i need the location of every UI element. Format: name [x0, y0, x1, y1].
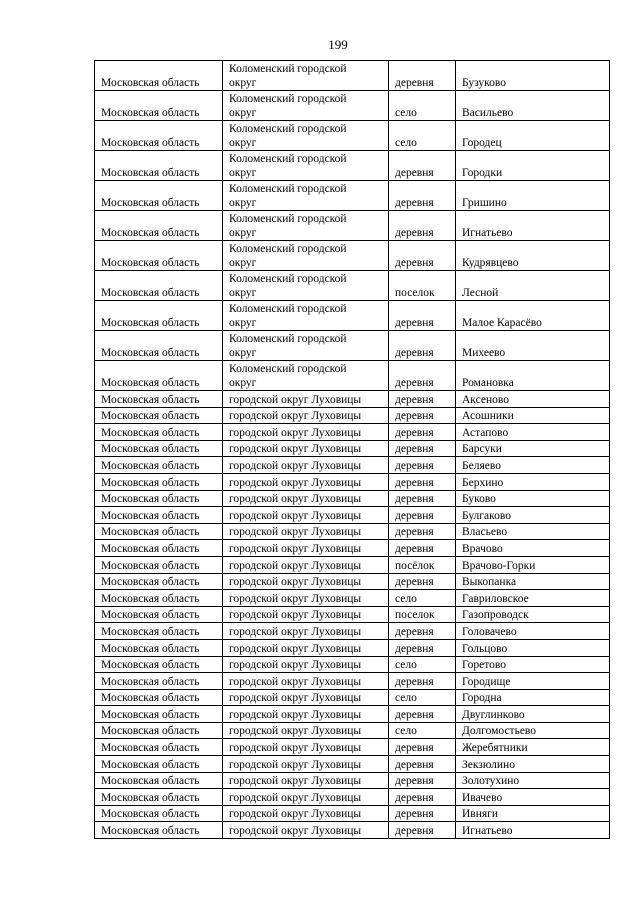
table-row	[95, 457, 610, 474]
region-cell: Московская область	[95, 424, 223, 441]
table-row	[95, 91, 610, 121]
settlement-type-cell: село	[389, 656, 456, 673]
district-cell	[223, 361, 389, 391]
settlement-name-cell: Ивняги	[456, 805, 610, 822]
district-text: городской округ Луховицы	[229, 791, 362, 804]
region-cell: Московская область	[95, 739, 223, 756]
region-cell: Московская область	[95, 722, 223, 739]
settlement-name-cell: Городки	[456, 151, 610, 181]
settlement-type-cell: деревня	[389, 673, 456, 690]
district-text: Коломенский городской округ	[229, 303, 347, 329]
district-cell	[223, 121, 389, 151]
settlement-type-cell: деревня	[389, 623, 456, 640]
page-number: 199	[328, 37, 348, 52]
region-cell: Московская область	[95, 523, 223, 540]
table-row	[95, 606, 610, 623]
table-row	[95, 556, 610, 573]
region-cell: Московская область	[95, 490, 223, 507]
district-cell	[223, 689, 389, 706]
district-cell	[223, 91, 389, 121]
settlement-type-cell: деревня	[389, 772, 456, 789]
region-cell: Московская область	[95, 606, 223, 623]
table-row	[95, 523, 610, 540]
region-cell: Московская область	[95, 391, 223, 408]
settlement-type-cell: деревня	[389, 181, 456, 211]
region-cell: Московская область	[95, 91, 223, 121]
region-cell: Московская область	[95, 556, 223, 573]
district-cell	[223, 822, 389, 839]
region-cell: Московская область	[95, 689, 223, 706]
district-text: городской округ Луховицы	[229, 426, 362, 439]
table-row	[95, 241, 610, 271]
settlement-type-cell: деревня	[389, 573, 456, 590]
settlement-type-cell: деревня	[389, 805, 456, 822]
region-cell: Московская область	[95, 805, 223, 822]
district-cell	[223, 523, 389, 540]
settlement-type-cell: деревня	[389, 473, 456, 490]
region-cell: Московская область	[95, 407, 223, 424]
region-cell: Московская область	[95, 540, 223, 557]
district-text: Коломенский городской округ	[229, 123, 347, 149]
table-row	[95, 623, 610, 640]
table-row	[95, 424, 610, 441]
table-row	[95, 181, 610, 211]
district-text: городской округ Луховицы	[229, 410, 362, 423]
settlement-type-cell: деревня	[389, 822, 456, 839]
district-text: городской округ Луховицы	[229, 692, 362, 705]
district-text: Коломенский городской округ	[229, 333, 347, 359]
district-text: городской округ Луховицы	[229, 675, 362, 688]
settlement-name-cell: Ивачево	[456, 789, 610, 806]
settlement-name-cell: Жеребятники	[456, 739, 610, 756]
region-cell: Московская область	[95, 331, 223, 361]
district-cell	[223, 673, 389, 690]
district-text: Коломенский городской округ	[229, 273, 347, 299]
district-cell	[223, 556, 389, 573]
region-cell: Московская область	[95, 473, 223, 490]
district-cell	[223, 181, 389, 211]
settlement-name-cell: Городец	[456, 121, 610, 151]
table-row	[95, 656, 610, 673]
region-cell: Московская область	[95, 639, 223, 656]
district-text: городской округ Луховицы	[229, 808, 362, 821]
district-text: городской округ Луховицы	[229, 708, 362, 721]
settlements-table-body	[95, 61, 610, 839]
settlement-name-cell: Горетово	[456, 656, 610, 673]
settlement-type-cell: деревня	[389, 331, 456, 361]
district-text: городской округ Луховицы	[229, 493, 362, 506]
settlement-name-cell: Власьево	[456, 523, 610, 540]
table-row	[95, 789, 610, 806]
settlement-type-cell: деревня	[389, 211, 456, 241]
table-row	[95, 391, 610, 408]
district-cell	[223, 331, 389, 361]
region-cell: Московская область	[95, 590, 223, 607]
settlement-name-cell: Городна	[456, 689, 610, 706]
region-cell: Московская область	[95, 673, 223, 690]
region-cell: Московская область	[95, 623, 223, 640]
settlement-name-cell: Кудрявцево	[456, 241, 610, 271]
settlement-type-cell: деревня	[389, 706, 456, 723]
table-row	[95, 440, 610, 457]
district-cell	[223, 507, 389, 524]
settlement-type-cell: село	[389, 590, 456, 607]
settlement-name-cell: Гавриловское	[456, 590, 610, 607]
table-row	[95, 407, 610, 424]
district-text: городской округ Луховицы	[229, 758, 362, 771]
district-cell	[223, 540, 389, 557]
district-cell	[223, 391, 389, 408]
settlement-type-cell: поселок	[389, 271, 456, 301]
settlement-name-cell: Берхино	[456, 473, 610, 490]
district-text: Коломенский городской округ	[229, 153, 347, 179]
table-row	[95, 121, 610, 151]
district-cell	[223, 301, 389, 331]
settlement-name-cell: Врачово	[456, 540, 610, 557]
table-row	[95, 271, 610, 301]
table-row	[95, 689, 610, 706]
district-text: городской округ Луховицы	[229, 542, 362, 555]
district-text: городской округ Луховицы	[229, 825, 362, 838]
region-cell: Московская область	[95, 121, 223, 151]
region-cell: Московская область	[95, 301, 223, 331]
settlement-name-cell: Романовка	[456, 361, 610, 391]
district-text: городской округ Луховицы	[229, 509, 362, 522]
district-cell	[223, 772, 389, 789]
settlement-name-cell: Долгомостьево	[456, 722, 610, 739]
settlement-name-cell: Двуглинково	[456, 706, 610, 723]
settlement-name-cell: Аксеново	[456, 391, 610, 408]
district-cell	[223, 722, 389, 739]
settlement-type-cell: деревня	[389, 639, 456, 656]
region-cell: Московская область	[95, 789, 223, 806]
district-text: городской округ Луховицы	[229, 775, 362, 788]
settlement-name-cell: Лесной	[456, 271, 610, 301]
settlement-name-cell: Барсуки	[456, 440, 610, 457]
district-text: городской округ Луховицы	[229, 559, 362, 572]
settlement-name-cell: Газопроводск	[456, 606, 610, 623]
table-row	[95, 590, 610, 607]
settlement-type-cell: деревня	[389, 540, 456, 557]
table-row	[95, 473, 610, 490]
settlement-name-cell: Малое Карасёво	[456, 301, 610, 331]
region-cell: Московская область	[95, 756, 223, 773]
district-cell	[223, 407, 389, 424]
settlement-name-cell: Асошники	[456, 407, 610, 424]
table-row	[95, 673, 610, 690]
settlement-type-cell: село	[389, 689, 456, 706]
settlement-name-cell: Игнатьево	[456, 822, 610, 839]
region-cell: Московская область	[95, 656, 223, 673]
settlement-name-cell: Зекзюлино	[456, 756, 610, 773]
district-text: городской округ Луховицы	[229, 725, 362, 738]
settlement-type-cell: поселок	[389, 606, 456, 623]
region-cell: Московская область	[95, 211, 223, 241]
district-cell	[223, 606, 389, 623]
district-text: Коломенский городской округ	[229, 213, 347, 239]
district-text: городской округ Луховицы	[229, 592, 362, 605]
region-cell: Московская область	[95, 61, 223, 91]
district-cell	[223, 151, 389, 181]
region-cell: Московская область	[95, 507, 223, 524]
table-row	[95, 639, 610, 656]
district-text: Коломенский городской округ	[229, 93, 347, 119]
settlement-type-cell: деревня	[389, 756, 456, 773]
district-cell	[223, 639, 389, 656]
table-row	[95, 756, 610, 773]
district-cell	[223, 424, 389, 441]
district-cell	[223, 573, 389, 590]
settlement-type-cell: деревня	[389, 457, 456, 474]
district-text: городской округ Луховицы	[229, 393, 362, 406]
settlement-name-cell: Гришино	[456, 181, 610, 211]
settlement-name-cell: Беляево	[456, 457, 610, 474]
region-cell: Московская область	[95, 271, 223, 301]
settlement-type-cell: деревня	[389, 789, 456, 806]
region-cell: Московская область	[95, 440, 223, 457]
district-cell	[223, 789, 389, 806]
region-cell: Московская область	[95, 151, 223, 181]
region-cell: Московская область	[95, 706, 223, 723]
district-text: Коломенский городской округ	[229, 183, 347, 209]
district-cell	[223, 473, 389, 490]
district-cell	[223, 440, 389, 457]
district-cell	[223, 211, 389, 241]
district-cell	[223, 490, 389, 507]
district-cell	[223, 590, 389, 607]
settlement-type-cell: деревня	[389, 523, 456, 540]
table-row	[95, 722, 610, 739]
table-row	[95, 301, 610, 331]
table-row	[95, 772, 610, 789]
district-text: городской округ Луховицы	[229, 576, 362, 589]
settlement-type-cell: село	[389, 91, 456, 121]
region-cell: Московская область	[95, 361, 223, 391]
table-row	[95, 507, 610, 524]
settlement-type-cell: деревня	[389, 739, 456, 756]
district-text: городской округ Луховицы	[229, 609, 362, 622]
district-text: городской округ Луховицы	[229, 476, 362, 489]
settlement-type-cell: деревня	[389, 61, 456, 91]
settlement-name-cell: Астапово	[456, 424, 610, 441]
settlement-type-cell: деревня	[389, 301, 456, 331]
region-cell: Московская область	[95, 772, 223, 789]
settlement-name-cell: Гольцово	[456, 639, 610, 656]
district-text: городской округ Луховицы	[229, 625, 362, 638]
table-row	[95, 211, 610, 241]
table-row	[95, 61, 610, 91]
table-row	[95, 490, 610, 507]
district-text: городской округ Луховицы	[229, 459, 362, 472]
district-text: Коломенский городской округ	[229, 363, 347, 389]
district-cell	[223, 756, 389, 773]
settlement-type-cell: деревня	[389, 407, 456, 424]
region-cell: Московская область	[95, 457, 223, 474]
settlement-name-cell: Буково	[456, 490, 610, 507]
district-cell	[223, 739, 389, 756]
district-text: городской округ Луховицы	[229, 659, 362, 672]
settlement-name-cell: Головачево	[456, 623, 610, 640]
settlement-type-cell: село	[389, 121, 456, 151]
settlement-name-cell: Булгаково	[456, 507, 610, 524]
settlement-type-cell: деревня	[389, 361, 456, 391]
district-text: городской округ Луховицы	[229, 443, 362, 456]
settlement-name-cell: Золотухино	[456, 772, 610, 789]
settlement-type-cell: село	[389, 722, 456, 739]
settlement-type-cell: деревня	[389, 440, 456, 457]
district-text: городской округ Луховицы	[229, 526, 362, 539]
table-row	[95, 805, 610, 822]
table-row	[95, 822, 610, 839]
settlement-name-cell: Городище	[456, 673, 610, 690]
settlement-type-cell: деревня	[389, 391, 456, 408]
settlement-name-cell: Васильево	[456, 91, 610, 121]
settlements-table	[94, 60, 610, 839]
table-row	[95, 151, 610, 181]
settlement-name-cell: Бузуково	[456, 61, 610, 91]
table-row	[95, 573, 610, 590]
settlement-type-cell: деревня	[389, 424, 456, 441]
table-row	[95, 361, 610, 391]
settlement-type-cell: деревня	[389, 507, 456, 524]
settlement-type-cell: деревня	[389, 241, 456, 271]
region-cell: Московская область	[95, 181, 223, 211]
district-cell	[223, 457, 389, 474]
district-cell	[223, 805, 389, 822]
settlement-name-cell: Выкопанка	[456, 573, 610, 590]
region-cell: Московская область	[95, 241, 223, 271]
region-cell: Московская область	[95, 822, 223, 839]
settlement-name-cell: Игнатьево	[456, 211, 610, 241]
table-row	[95, 706, 610, 723]
settlement-type-cell: деревня	[389, 151, 456, 181]
district-cell	[223, 656, 389, 673]
district-text: городской округ Луховицы	[229, 642, 362, 655]
district-cell	[223, 241, 389, 271]
district-text: Коломенский городской округ	[229, 243, 347, 269]
district-text: Коломенский городской округ	[229, 63, 347, 89]
region-cell: Московская область	[95, 573, 223, 590]
settlement-name-cell: Врачово-Горки	[456, 556, 610, 573]
district-cell	[223, 61, 389, 91]
district-cell	[223, 271, 389, 301]
table-row	[95, 739, 610, 756]
table-row	[95, 331, 610, 361]
settlement-name-cell: Михеево	[456, 331, 610, 361]
district-cell	[223, 706, 389, 723]
table-row	[95, 540, 610, 557]
district-cell	[223, 623, 389, 640]
settlement-type-cell: посёлок	[389, 556, 456, 573]
district-text: городской округ Луховицы	[229, 742, 362, 755]
settlement-type-cell: деревня	[389, 490, 456, 507]
